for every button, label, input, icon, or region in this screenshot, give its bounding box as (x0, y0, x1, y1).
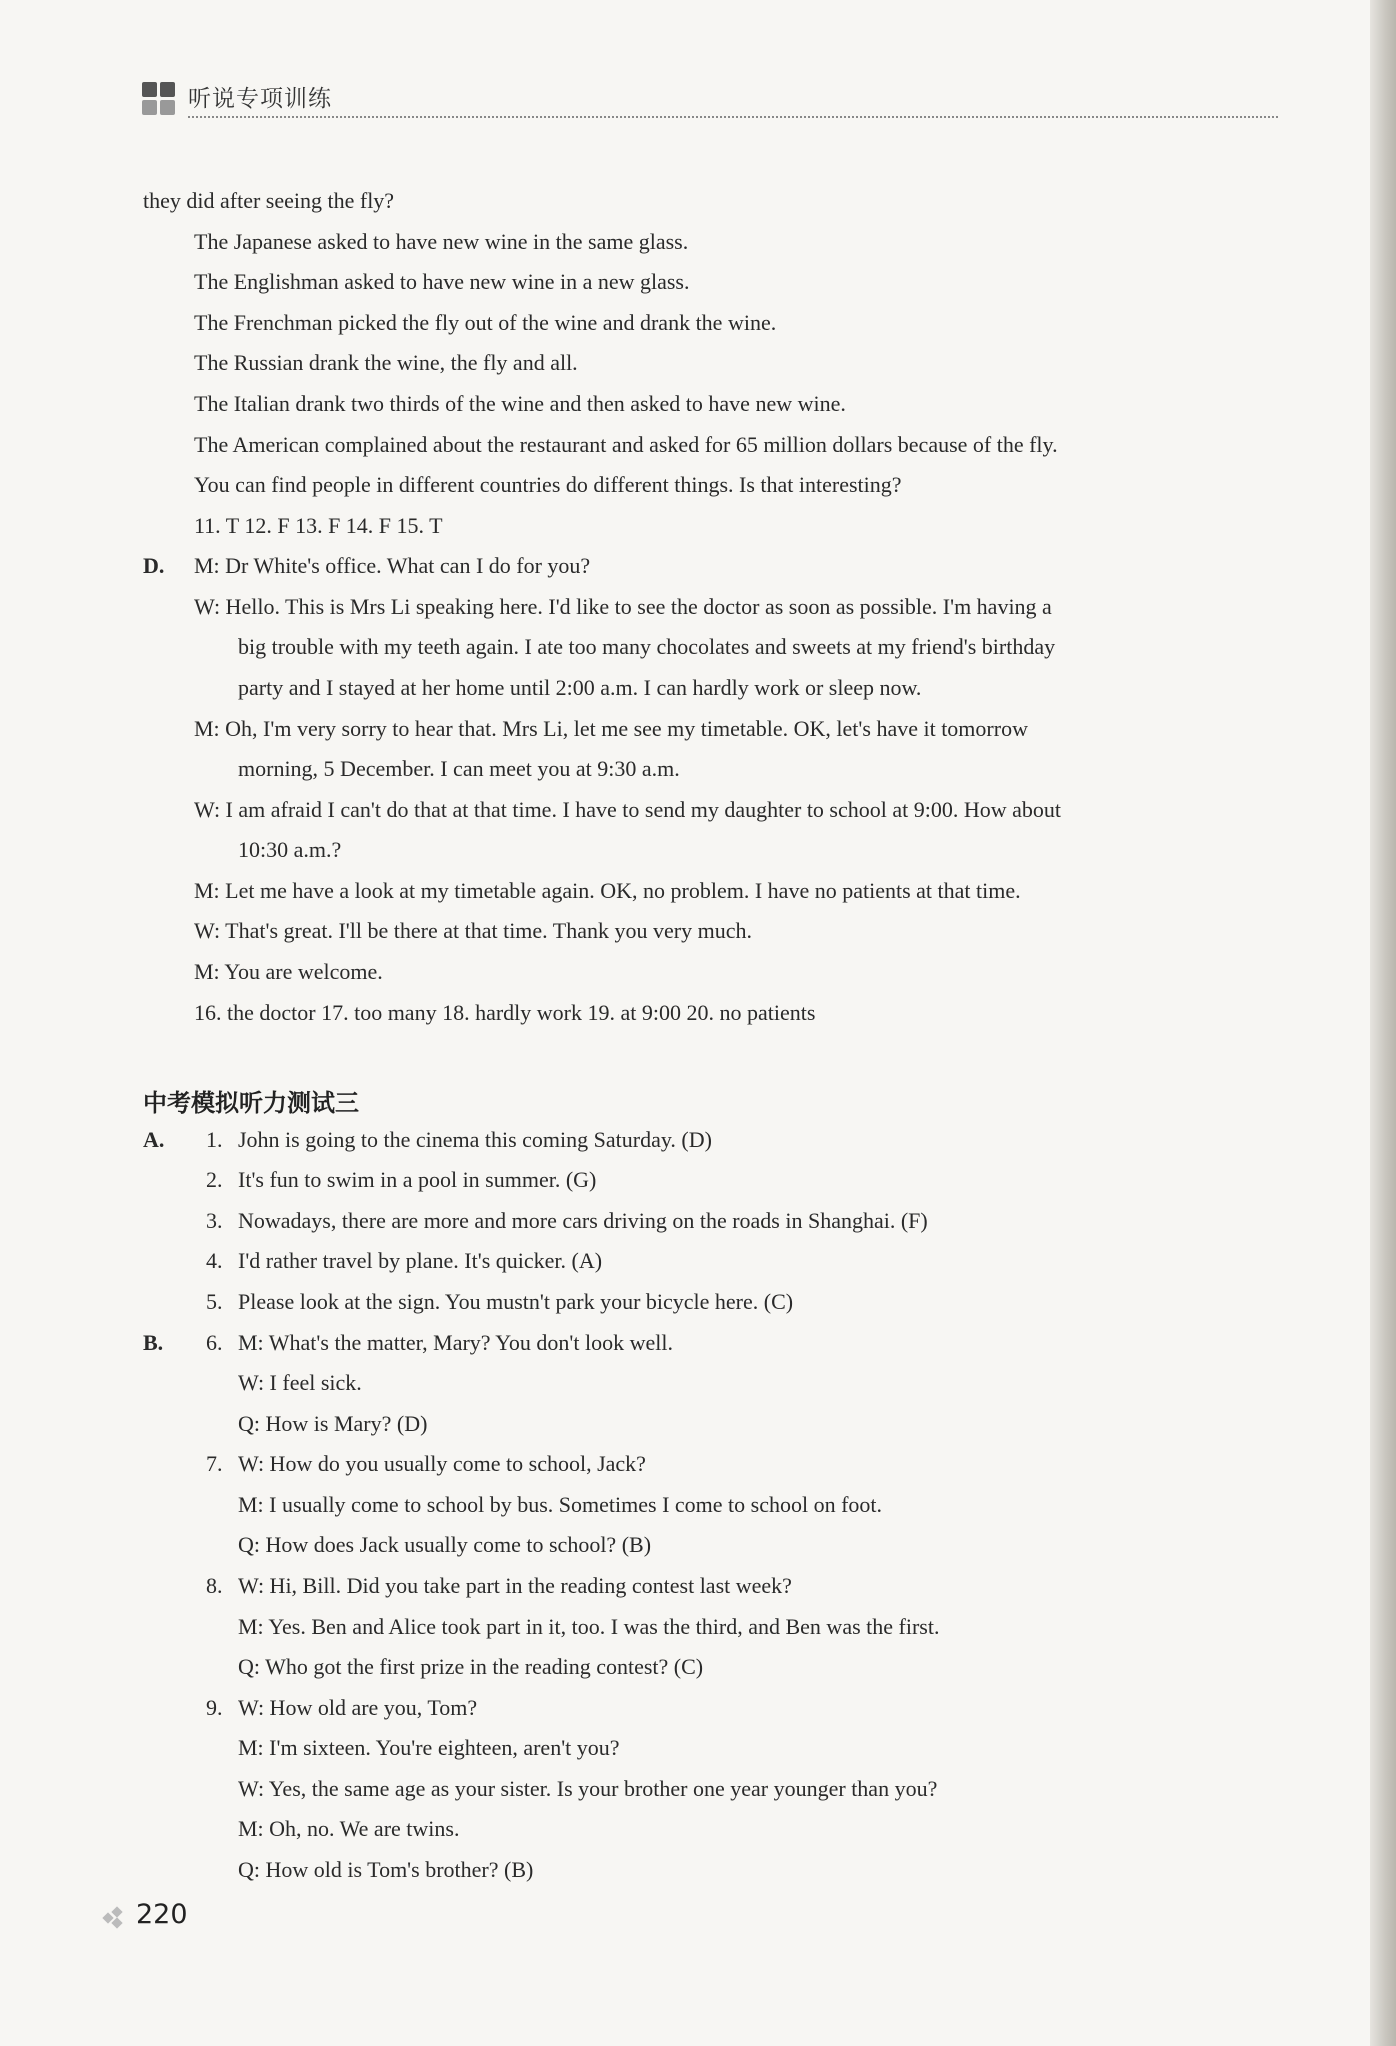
intro-line: The Japanese asked to have new wine in the same glass. (194, 229, 689, 254)
dialogue-line: M: Oh, I'm very sorry to hear that. Mrs Li, let me see my timetable. OK, let's have it tomorrow (194, 716, 1028, 741)
dialogue-line: party and I stayed at her home until 2:00 a.m. I can hardly work or sleep now. (238, 675, 922, 700)
item-number: 9. (206, 1695, 223, 1720)
dialogue-line: M: Oh, no. We are twins. (238, 1816, 460, 1841)
dialogue-line: W: I feel sick. (238, 1370, 362, 1395)
item-text: John is going to the cinema this coming Saturday. (D) (238, 1127, 712, 1152)
item-number: 7. (206, 1451, 223, 1476)
intro-line: The Frenchman picked the fly out of the wine and drank the wine. (194, 310, 777, 335)
dialogue-line: M: You are welcome. (194, 959, 383, 984)
item-text: Please look at the sign. You mustn't park your bicycle here. (C) (238, 1289, 794, 1314)
page-number: 220 (136, 1899, 188, 1930)
item-text: It's fun to swim in a pool in summer. (G) (238, 1167, 597, 1192)
question-line: Q: How old is Tom's brother? (B) (238, 1857, 534, 1882)
dialogue-line: W: Yes, the same age as your sister. Is your brother one year younger than you? (238, 1776, 938, 1801)
dialogue-line: M: Let me have a look at my timetable again. OK, no problem. I have no patients at that time. (194, 878, 1021, 903)
section-b-label: B. (143, 1330, 164, 1355)
dialogue-line: W: How do you usually come to school, Jack? (238, 1451, 646, 1476)
dialogue-line: 10:30 a.m.? (238, 837, 342, 862)
header-squares-icon (142, 82, 178, 118)
page-edge (1370, 0, 1396, 2046)
intro-line: they did after seeing the fly? (143, 188, 395, 213)
dialogue-line: W: I am afraid I can't do that at that time. I have to send my daughter to school at 9:00. How about (194, 797, 1062, 822)
intro-line: You can find people in different countries do different things. Is that interesting? (194, 472, 902, 497)
dialogue-line: W: Hello. This is Mrs Li speaking here. I'd like to see the doctor as soon as possible. I'm having a (194, 594, 1052, 619)
page-header (142, 78, 1278, 122)
dialogue-line: M: What's the matter, Mary? You don't look well. (238, 1330, 673, 1355)
item-number: 8. (206, 1573, 223, 1598)
item-number: 2. (206, 1167, 223, 1192)
item-text: I'd rather travel by plane. It's quicker. (A) (238, 1248, 603, 1273)
item-number: 3. (206, 1208, 223, 1233)
section-a-label: A. (143, 1127, 165, 1152)
dialogue-line: M: Dr White's office. What can I do for you? (194, 553, 591, 578)
section-d-label: D. (143, 553, 165, 578)
intro-line: The Englishman asked to have new wine in a new glass. (194, 269, 690, 294)
dialogue-line: big trouble with my teeth again. I ate too many chocolates and sweets at my friend's birthday (238, 634, 1056, 659)
intro-line: The American complained about the restaurant and asked for 65 million dollars because of the fly. (194, 432, 1058, 457)
intro-line: The Russian drank the wine, the fly and all. (194, 350, 578, 375)
question-line: Q: How does Jack usually come to school? (B) (238, 1532, 652, 1557)
item-number: 1. (206, 1127, 223, 1152)
dialogue-line: morning, 5 December. I can meet you at 9:30 a.m. (238, 756, 680, 781)
section-title: 中考模拟听力测试三 (143, 1089, 359, 1117)
answer-key-line: 16. the doctor 17. too many 18. hardly work 19. at 9:00 20. no patients (194, 1000, 816, 1025)
item-number: 5. (206, 1289, 223, 1314)
header-title: 听说专项训练 (188, 86, 332, 112)
dialogue-line: W: How old are you, Tom? (238, 1695, 478, 1720)
dialogue-line: M: I'm sixteen. You're eighteen, aren't you? (238, 1735, 620, 1760)
diamond-ornament-icon (104, 1906, 126, 1928)
dialogue-line: W: That's great. I'll be there at that time. Thank you very much. (194, 918, 752, 943)
item-number: 4. (206, 1248, 223, 1273)
dialogue-line: M: I usually come to school by bus. Sometimes I come to school on foot. (238, 1492, 883, 1517)
item-text: Nowadays, there are more and more cars driving on the roads in Shanghai. (F) (238, 1208, 928, 1233)
dialogue-line: W: Hi, Bill. Did you take part in the reading contest last week? (238, 1573, 792, 1598)
answer-key-line: 11. T 12. F 13. F 14. F 15. T (194, 513, 443, 538)
question-line: Q: How is Mary? (D) (238, 1411, 428, 1436)
intro-line: The Italian drank two thirds of the wine and then asked to have new wine. (194, 391, 846, 416)
dialogue-line: M: Yes. Ben and Alice took part in it, too. I was the third, and Ben was the first. (238, 1614, 940, 1639)
header-divider (188, 116, 1278, 118)
item-number: 6. (206, 1330, 223, 1355)
question-line: Q: Who got the first prize in the reading contest? (C) (238, 1654, 704, 1679)
